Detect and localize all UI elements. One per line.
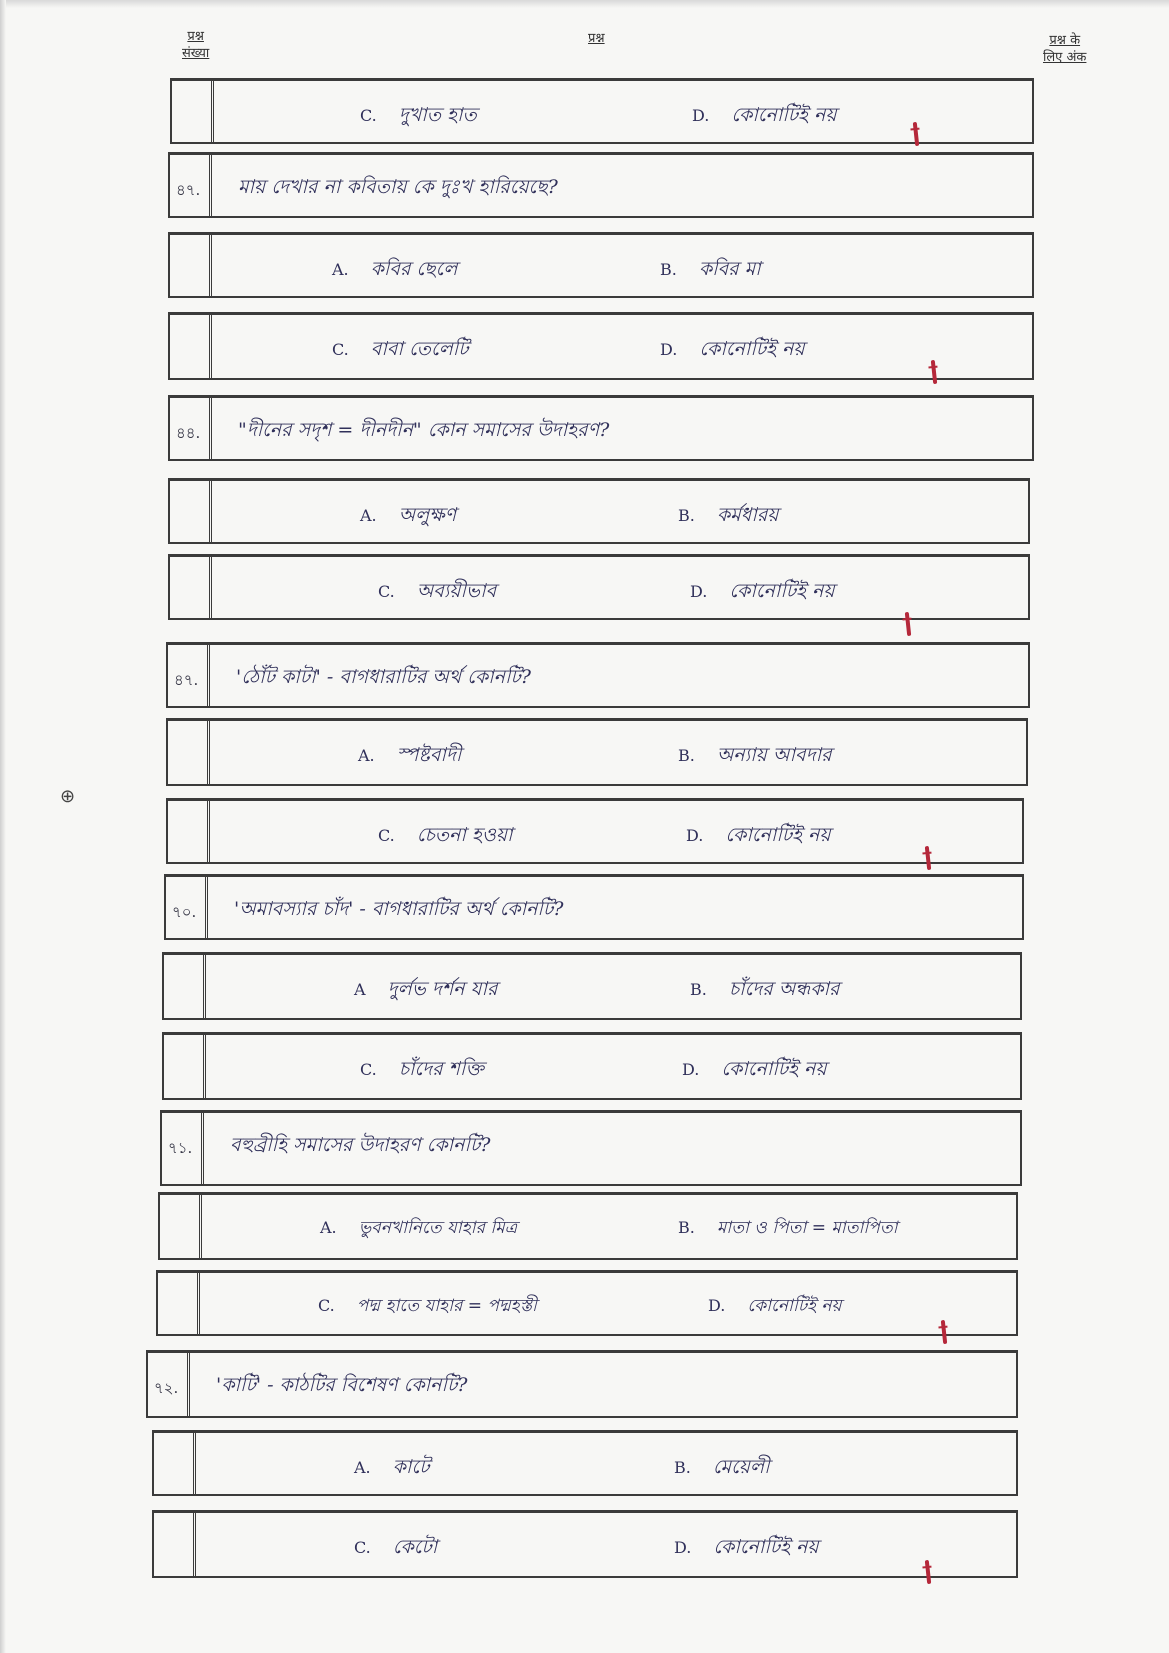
question-text: বহুব্রীহি সমাসের উদাহরণ কোনটি? [230,1134,491,1156]
option-text: চাঁদের অন্ধকার [728,978,840,1000]
row-number [158,1273,200,1334]
option-label: D. [692,106,710,125]
option-c [378,821,513,853]
option-label: D. [708,1296,726,1315]
row-number: ৪৭. [168,645,210,706]
row-content [214,955,1020,1018]
table-row [168,232,1034,298]
option-text: কোনোটিই নয় [747,1296,842,1316]
row-content [220,481,1028,542]
row-content [220,155,1032,216]
option-text: কোনোটিই নয় [725,824,831,846]
table-row [166,718,1028,786]
option-text: অলুক্ষণ [398,504,457,526]
row-content [220,398,1032,459]
table-row [160,1110,1022,1186]
row-number [164,1035,206,1098]
row-number [170,235,212,296]
row-content [218,801,1022,862]
row-content [218,721,1026,784]
option-text: কবির মা [698,258,761,280]
row-content [212,1113,1020,1184]
row-number [172,81,214,142]
option-label: D. [686,826,704,845]
option-text: মেয়েলী [712,1456,770,1478]
option-d [690,577,835,609]
option-text: কেটো [392,1536,438,1558]
row-number: ৪৪. [170,398,212,459]
option-label: B. [690,980,707,999]
option-d [692,101,837,133]
question-text: 'ঠোঁট কাটা' - বাগধারাটির অর্থ কোনটি? [236,666,531,688]
option-a [358,741,461,773]
option-b [678,501,779,533]
option-d [686,821,831,853]
option-b [690,975,839,1007]
row-content [210,1195,1016,1258]
table-row [168,312,1034,380]
option-b [678,741,832,773]
option-label: A. [332,260,349,279]
table-row [158,1192,1018,1260]
option-text: ভুবনখানিতে যাহার মিত্র [358,1218,518,1238]
table-row [168,152,1034,218]
row-content [220,557,1028,618]
option-text: অন্যায় আবদার [716,744,832,766]
option-text: কোনোটিই নয় [713,1536,819,1558]
option-a [332,255,457,287]
option-label: C. [378,582,395,601]
option-a [360,501,456,533]
table-row [168,478,1030,544]
option-b [660,255,761,287]
row-number [164,955,206,1018]
crosshair-icon: ⊕ [60,786,76,807]
row-content [218,645,1028,706]
row-content [222,81,1032,142]
table-row [152,1430,1018,1496]
option-label: B. [678,1218,695,1237]
option-text: কোনোটিই নয় [731,104,837,126]
table-row [156,1270,1018,1336]
row-number [170,315,212,378]
table-row [164,874,1024,940]
option-b [678,1215,898,1243]
row-content [220,315,1032,378]
option-label: D. [682,1060,700,1079]
option-text: মাতা ও পিতা = মাতাপিতা [716,1218,898,1238]
option-label: C. [318,1296,335,1315]
option-label: D. [690,582,708,601]
question-text: মায় দেখার না কবিতায় কে দুঃখ হারিয়েছে? [238,176,558,198]
header-col1-line1: प्रश्न [187,29,204,44]
table-row [166,642,1030,708]
row-content [198,1353,1016,1416]
row-number: ৪৭. [170,155,212,216]
table-row [168,554,1030,620]
row-number [170,481,212,542]
header-marks [1043,32,1086,66]
option-text: কর্মধারয় [716,504,779,526]
option-b [674,1453,770,1485]
option-label: B. [678,506,695,525]
header-col1-line2: संख्या [182,46,210,61]
row-number: ৭১. [162,1113,204,1184]
option-d [682,1055,827,1087]
table-row [152,1510,1018,1578]
option-text: কোনোটিই নয় [729,580,835,602]
row-content [220,235,1032,296]
option-text: পদ্ম হাতে যাহার = পদ্মহস্তী [356,1296,537,1316]
option-c [360,101,477,133]
option-label: C. [332,340,349,359]
row-content [208,1273,1016,1334]
row-number: ৭০. [166,877,208,938]
row-content [214,1035,1020,1098]
option-label: A. [358,746,375,765]
header-col3-line2: लिए अंक [1043,50,1087,65]
option-text: স্পষ্টবাদী [396,744,462,766]
row-number [168,721,210,784]
option-c [332,335,469,367]
option-c [354,1533,437,1565]
row-number [168,801,210,862]
row-number [154,1513,196,1576]
option-c [378,577,496,609]
page-top-edge [0,0,1169,8]
option-text: দুখাত হাত [398,104,477,126]
row-number: ৭২. [148,1353,190,1416]
row-content [204,1433,1016,1494]
option-a [320,1215,517,1243]
table-row [170,78,1034,144]
option-label: C. [360,1060,377,1079]
table-row [166,798,1024,864]
table-row [168,395,1034,461]
option-text: কোনোটিই নয় [721,1058,827,1080]
option-label: A. [360,506,377,525]
row-number [160,1195,202,1258]
row-content [204,1513,1016,1576]
option-text: বাবা তেলেটি [370,338,469,360]
row-content [216,877,1022,938]
option-label: A. [320,1218,337,1237]
table-row [162,952,1022,1020]
question-text: 'অমাবস্যার চাঁদ' - বাগধারাটির অর্থ কোনটি? [234,898,564,920]
option-label: D. [674,1538,692,1557]
option-label: B. [674,1458,691,1477]
option-label: C. [378,826,395,845]
table-row [162,1032,1022,1100]
option-text: চাঁদের শক্তি [398,1058,484,1080]
option-text: অব্যয়ীভাব [416,580,497,602]
page-left-edge [0,0,6,1653]
option-text: কাটে [392,1456,430,1478]
header-col3-line1: प्रश्न के [1049,33,1081,48]
option-label: C. [360,106,377,125]
option-c [318,1293,537,1321]
option-a [354,975,497,1007]
row-number [170,557,212,618]
question-text: 'কাটি' - কাঠটির বিশেষণ কোনটি? [216,1374,468,1396]
option-text: দুর্লভ দর্শন যার [387,978,498,1000]
option-label: C. [354,1538,371,1557]
option-c [360,1055,484,1087]
option-text: কোনোটিই নয় [699,338,805,360]
option-label: A [354,980,366,999]
question-text: "দীনের সদৃশ = দীনদীন" কোন সমাসের উদাহরণ? [238,419,610,441]
option-label: B. [660,260,677,279]
option-d [708,1293,842,1321]
option-d [674,1533,819,1565]
option-d [660,335,805,367]
option-label: A. [354,1458,371,1477]
row-number [154,1433,196,1494]
table-row [146,1350,1018,1418]
option-text: চেতনা হওয়া [416,824,513,846]
option-label: B. [678,746,695,765]
option-a [354,1453,429,1485]
option-text: কবির ছেলে [370,258,458,280]
header-question: प्रश्न [588,31,605,46]
header-question-number [182,28,209,62]
option-label: D. [660,340,678,359]
